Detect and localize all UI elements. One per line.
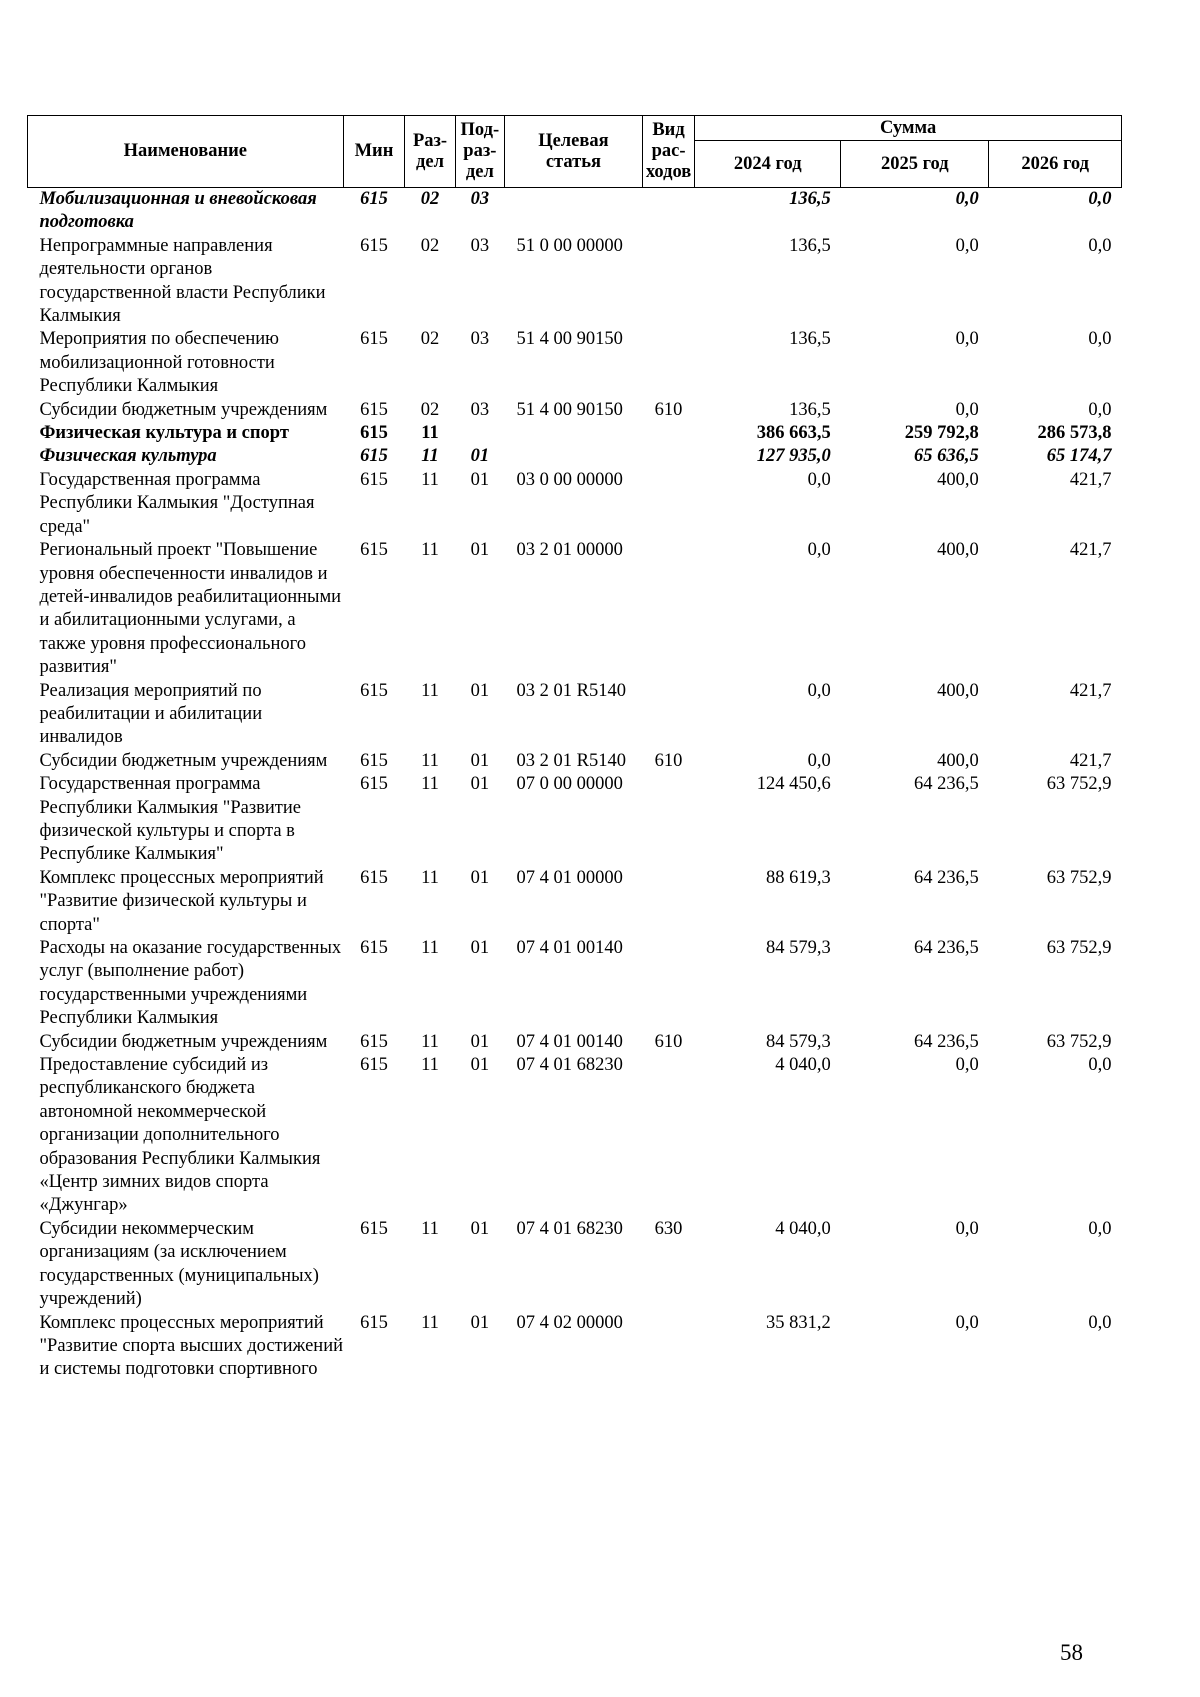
row-podrazdel: 01	[470, 680, 490, 701]
row-name: Региональный проект "Повышение уровня обеспеченности инвалидов и детей-инвалидов реабилитационными и абилитационными услугами, а также уровня профессионального развития"	[39, 540, 342, 678]
row-amount-2024: 136,5	[789, 399, 831, 420]
row-celevaya-statya: 03 2 01 R5140	[516, 750, 627, 771]
row-name: Мобилизационная и вневойсковая подготовка	[39, 189, 317, 233]
row-amount-2025: 64 236,5	[914, 867, 979, 888]
row-razdel: 02	[420, 329, 440, 350]
row-celevaya-statya: 03 2 01 R5140	[516, 680, 627, 701]
table-row	[28, 445, 1122, 468]
row-name: Физическая культура и спорт	[39, 423, 289, 444]
row-razdel: 11	[421, 774, 439, 795]
row-podrazdel: 01	[470, 867, 490, 888]
row-podrazdel: 03	[470, 399, 490, 420]
table-row	[28, 1312, 1122, 1382]
row-min: 615	[360, 446, 388, 467]
row-celevaya-statya: 07 4 01 00140	[516, 938, 623, 958]
table-row	[28, 328, 1122, 398]
row-razdel: 11	[421, 1031, 439, 1052]
row-podrazdel: 01	[470, 750, 490, 771]
row-min: 615	[360, 235, 388, 256]
row-celevaya-statya: 51 0 00 00000	[516, 235, 623, 256]
row-amount-2026: 0,0	[1088, 189, 1112, 209]
row-celevaya-statya	[505, 422, 643, 445]
row-celevaya-statya: 07 4 01 00140	[516, 1031, 623, 1052]
row-amount-2025: 400,0	[937, 469, 979, 490]
row-razdel: 02	[420, 189, 440, 209]
row-name: Комплекс процессных мероприятий "Развитие спорта высших достижений и системы подготовки спортивного	[39, 1312, 343, 1380]
row-vid-raskhodov	[642, 937, 694, 1031]
row-razdel: 11	[421, 938, 439, 958]
row-vid-raskhodov	[642, 1312, 694, 1382]
row-amount-2025: 400,0	[937, 680, 979, 701]
row-name: Непрограммные направления деятельности органов государственной власти Республики Калмыкия	[39, 235, 326, 327]
row-amount-2026: 421,7	[1069, 469, 1112, 490]
row-amount-2024: 136,5	[789, 329, 831, 350]
row-razdel: 11	[421, 540, 439, 561]
table-row	[28, 937, 1122, 1031]
table-row	[28, 680, 1122, 750]
row-vid-raskhodov	[642, 469, 694, 539]
row-podrazdel: 01	[470, 774, 490, 795]
row-celevaya-statya	[505, 445, 643, 468]
table-row	[28, 399, 1122, 422]
row-amount-2025: 64 236,5	[914, 774, 979, 795]
row-name: Расходы на оказание государственных услуг (выполнение работ) государственными учреждениями Республики Калмыкия	[39, 938, 342, 1029]
row-amount-2025: 400,0	[937, 540, 979, 561]
row-min: 615	[360, 423, 388, 444]
row-celevaya-statya	[505, 188, 643, 235]
row-celevaya-statya: 07 4 01 68230	[516, 1055, 623, 1076]
table-row	[28, 750, 1122, 773]
row-podrazdel: 03	[470, 235, 490, 256]
row-amount-2026: 63 752,9	[1046, 938, 1112, 958]
row-amount-2024: 127 935,0	[756, 446, 831, 467]
table-row	[28, 422, 1122, 445]
row-vid-raskhodov	[642, 773, 694, 867]
row-podrazdel: 01	[470, 540, 490, 561]
row-razdel: 11	[421, 1312, 439, 1333]
row-amount-2026: 0,0	[1088, 399, 1112, 420]
row-vid-raskhodov	[642, 539, 694, 679]
header-celevaya-statya: Целевая статья	[505, 116, 643, 188]
row-min: 615	[360, 1031, 388, 1052]
row-min: 615	[360, 329, 388, 350]
row-min: 615	[360, 774, 388, 795]
row-amount-2026: 0,0	[1088, 1312, 1112, 1333]
table-row	[28, 539, 1122, 679]
row-name: Комплекс процессных мероприятий "Развитие физической культуры и спорта"	[39, 867, 324, 935]
header-2026: 2026 год	[989, 141, 1122, 188]
row-amount-2025: 0,0	[955, 189, 979, 209]
row-podrazdel: 01	[470, 1055, 490, 1076]
row-amount-2024: 0,0	[807, 469, 831, 490]
row-vid-raskhodov	[642, 328, 694, 398]
table-row	[28, 1218, 1122, 1312]
row-min: 615	[360, 189, 388, 209]
row-amount-2024: 84 579,3	[766, 938, 831, 958]
row-amount-2026: 63 752,9	[1046, 1031, 1112, 1052]
header-vid-raskhodov: Вид рас- ходов	[642, 116, 694, 188]
row-razdel: 11	[421, 1218, 439, 1239]
row-min: 615	[360, 680, 388, 701]
row-vid-raskhodov	[642, 867, 694, 937]
row-amount-2024: 0,0	[807, 750, 831, 771]
row-min: 615	[360, 540, 388, 561]
row-amount-2024: 0,0	[807, 540, 831, 561]
row-razdel: 11	[421, 867, 439, 888]
row-amount-2025: 0,0	[955, 1055, 979, 1076]
row-celevaya-statya: 51 4 00 90150	[516, 329, 623, 350]
table-row	[28, 469, 1122, 539]
row-razdel: 02	[420, 235, 440, 256]
row-podrazdel: 03	[470, 329, 490, 350]
row-amount-2026: 421,7	[1069, 680, 1112, 701]
row-amount-2024: 136,5	[789, 235, 831, 256]
row-vid-raskhodov: 610	[654, 750, 683, 771]
row-amount-2024: 88 619,3	[766, 867, 831, 888]
budget-table	[27, 115, 1122, 1382]
row-amount-2024: 35 831,2	[766, 1312, 831, 1333]
row-amount-2024: 386 663,5	[756, 423, 831, 444]
row-vid-raskhodov: 610	[654, 1031, 683, 1052]
row-amount-2026: 65 174,7	[1046, 446, 1112, 467]
row-celevaya-statya: 51 4 00 90150	[516, 399, 623, 420]
row-razdel: 11	[421, 423, 439, 444]
row-podrazdel: 01	[470, 446, 490, 467]
row-min: 615	[360, 399, 388, 420]
row-celevaya-statya: 07 4 01 68230	[516, 1218, 623, 1239]
row-name: Государственная программа Республики Калмыкия "Доступная среда"	[39, 469, 315, 537]
row-amount-2026: 0,0	[1088, 329, 1112, 350]
row-podrazdel	[455, 422, 504, 445]
row-amount-2025: 64 236,5	[914, 1031, 979, 1052]
row-name: Физическая культура	[39, 446, 217, 467]
row-amount-2025: 0,0	[955, 399, 979, 420]
row-min: 615	[360, 750, 388, 771]
row-podrazdel: 01	[470, 1218, 490, 1239]
row-amount-2026: 63 752,9	[1046, 774, 1112, 795]
row-celevaya-statya: 07 4 02 00000	[516, 1312, 623, 1333]
row-amount-2025: 64 236,5	[914, 938, 979, 958]
row-celevaya-statya: 03 0 00 00000	[516, 469, 623, 490]
row-podrazdel: 01	[470, 1031, 490, 1052]
row-amount-2025: 259 792,8	[904, 423, 979, 444]
table-row	[28, 1031, 1122, 1054]
row-name: Мероприятия по обеспечению мобилизационной готовности Республики Калмыкия	[39, 329, 279, 397]
row-amount-2026: 0,0	[1088, 235, 1112, 256]
row-razdel: 02	[420, 399, 440, 420]
header-2025: 2025 год	[841, 141, 989, 188]
row-amount-2026: 421,7	[1069, 540, 1112, 561]
row-name: Предоставление субсидий из республиканского бюджета автономной некоммерческой организации дополнительного образования Республики Калмыкия «Центр зимних видов спорта «Джунгар»	[39, 1055, 321, 1216]
header-min: Мин	[343, 116, 405, 188]
table-row	[28, 235, 1122, 329]
row-vid-raskhodov	[642, 1054, 694, 1218]
table-row	[28, 867, 1122, 937]
row-name: Субсидии бюджетным учреждениям	[39, 750, 328, 771]
header-summa: Сумма	[695, 116, 1122, 141]
row-vid-raskhodov: 610	[654, 399, 683, 420]
row-amount-2025: 0,0	[955, 1312, 979, 1333]
row-vid-raskhodov	[642, 188, 694, 235]
row-podrazdel: 01	[470, 1312, 490, 1333]
row-amount-2026: 421,7	[1069, 750, 1112, 771]
row-min: 615	[360, 1055, 388, 1076]
row-min: 615	[360, 867, 388, 888]
row-amount-2025: 400,0	[937, 750, 979, 771]
row-razdel: 11	[421, 680, 439, 701]
header-podrazdel: Под- раз- дел	[455, 116, 504, 188]
table-row	[28, 773, 1122, 867]
row-podrazdel: 01	[470, 938, 490, 958]
row-amount-2025: 65 636,5	[914, 446, 979, 467]
row-celevaya-statya: 03 2 01 00000	[516, 540, 623, 561]
row-amount-2024: 4 040,0	[775, 1218, 831, 1239]
row-vid-raskhodov	[642, 235, 694, 329]
row-min: 615	[360, 469, 388, 490]
row-amount-2024: 0,0	[807, 680, 831, 701]
row-razdel: 11	[421, 469, 439, 490]
row-razdel: 11	[421, 750, 439, 771]
row-vid-raskhodov	[642, 445, 694, 468]
page-number: 58	[1060, 1640, 1083, 1665]
row-amount-2025: 0,0	[955, 329, 979, 350]
row-min: 615	[360, 938, 388, 958]
row-amount-2024: 4 040,0	[775, 1055, 831, 1076]
header-razdel: Раз- дел	[405, 116, 455, 188]
row-amount-2026: 0,0	[1088, 1218, 1112, 1239]
row-celevaya-statya: 07 0 00 00000	[516, 774, 623, 795]
row-min: 615	[360, 1312, 388, 1333]
row-amount-2025: 0,0	[955, 235, 979, 256]
row-amount-2025: 0,0	[955, 1218, 979, 1239]
row-podrazdel: 01	[470, 469, 490, 490]
row-amount-2024: 84 579,3	[766, 1031, 831, 1052]
row-name: Субсидии бюджетным учреждениям	[39, 399, 328, 420]
row-amount-2026: 63 752,9	[1046, 867, 1112, 888]
header-name: Наименование	[28, 116, 344, 188]
row-name: Государственная программа Республики Калмыкия "Развитие физической культуры и спорта в Республике Калмыкия"	[39, 774, 301, 865]
row-vid-raskhodov	[642, 680, 694, 750]
row-amount-2024: 124 450,6	[756, 774, 831, 795]
row-name: Реализация мероприятий по реабилитации и абилитации инвалидов	[39, 680, 263, 748]
row-name: Субсидии некоммерческим организациям (за исключением государственных (муниципальных) учреждений)	[39, 1218, 319, 1310]
row-amount-2026: 0,0	[1088, 1055, 1112, 1076]
row-amount-2026: 286 573,8	[1037, 423, 1112, 444]
table-row	[28, 1054, 1122, 1218]
row-podrazdel: 03	[470, 189, 490, 209]
row-vid-raskhodov	[642, 422, 694, 445]
row-razdel: 11	[421, 446, 439, 467]
row-min: 615	[360, 1218, 388, 1239]
header-2024: 2024 год	[695, 141, 841, 188]
row-amount-2024: 136,5	[789, 189, 831, 209]
row-celevaya-statya: 07 4 01 00000	[516, 867, 623, 888]
row-razdel: 11	[421, 1055, 439, 1076]
row-name: Субсидии бюджетным учреждениям	[39, 1031, 328, 1052]
table-row	[28, 188, 1122, 235]
row-vid-raskhodov: 630	[654, 1218, 683, 1239]
